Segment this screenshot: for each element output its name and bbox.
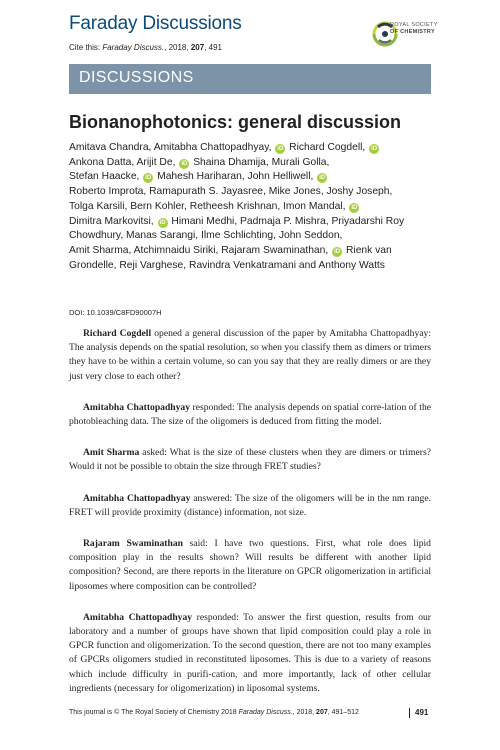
speaker-name: Rajaram Swaminathan: [83, 538, 183, 550]
discussion-paragraph: [69, 611, 431, 696]
author-names: Himani Medhi, Padmaja P. Mishra, Priyadarshi Roy: [168, 215, 405, 227]
author-line: [69, 170, 439, 185]
article-title: Bionanophotonics: general discussion: [69, 112, 402, 132]
author-line: [69, 156, 439, 171]
discussion-paragraph: [69, 327, 431, 384]
paragraph-text: Chattopadhyay: The analysis depends on the spatial resolution, so when you: [69, 328, 431, 354]
paragraph-text: responded: The analysis depends on spatial corre-: [190, 401, 385, 413]
paragraph-text: trimers? Would it not be possible to obtain the size through FRET studies?: [69, 447, 431, 473]
page-number: 491: [415, 708, 429, 717]
discussion-paragraph: [69, 492, 431, 520]
paragraph-text: lation of the photobleaching data. The size of the oligomers is deduced from: [69, 401, 431, 428]
author-names: Dimitra Markovitsi,: [69, 215, 157, 227]
author-names: Mahesh Hariharan, John Helliwell,: [154, 171, 317, 183]
paragraph-text: in artificial liposomes where composition can be controlled?: [69, 566, 431, 592]
author-names: Ankona Datta, Arijit De,: [69, 156, 179, 168]
paragraph-text: composition play in the results shown? Will results be different with another lipid: [69, 552, 431, 564]
author-line: [69, 215, 439, 230]
paragraph-text: liposomes. This is due to a variety of reasons which include difficulty in purifi-: [69, 654, 432, 680]
paragraph-text: there are not too many examples of GPCRs oligomers studied in reconstituted: [69, 640, 431, 666]
author-names: Amit Sharma, Atchimnaidu Siriki, Rajaram Swaminathan,: [69, 244, 332, 256]
paragraph-text: composition? Second, are there reports in the literature on GPCR oligomerization: [69, 566, 389, 578]
speaker-name: Amitabha Chattopadhyay: [83, 401, 191, 413]
orcid-icon[interactable]: iD: [159, 219, 166, 226]
speaker-name: Amitabha Chattopadhyay: [83, 492, 191, 504]
paragraph-text: you say that they are really dimers or are they just very close to each other?: [69, 356, 431, 382]
doi[interactable]: DOI: 10.1039/C8FD90007H: [69, 308, 162, 317]
author-names: Amitava Chandra, Amitabha Chattopadhyay,: [69, 142, 275, 153]
orcid-icon[interactable]: iD: [145, 175, 152, 182]
author-names: Stefan Haacke,: [69, 171, 143, 183]
author-line: [69, 185, 439, 200]
author-names: Grondelle, Reji Varghese, Ravindra Venkatramani and Anthony Watts: [69, 259, 385, 271]
author-line: [69, 141, 439, 156]
orcid-icon[interactable]: iD: [277, 146, 284, 152]
paragraph-text: fitting the model.: [315, 416, 382, 428]
paragraph-text: the nm range. FRET will provide proximity (distance) information, not size.: [69, 492, 431, 518]
orcid-icon[interactable]: iD: [181, 160, 188, 167]
author-names: Richard Cogdell,: [286, 142, 369, 153]
paragraph-text: opened a general discussion of the paper by Amitabha: [151, 328, 371, 339]
author-names: Rienk van: [343, 244, 392, 256]
paragraph-text: asked: What is the size of these clusters when they are dimers or: [139, 447, 400, 459]
orcid-icon[interactable]: iD: [371, 146, 378, 152]
footer-separator: [409, 708, 410, 718]
footer-citation: This journal is © The Royal Society of Chemistry 2018 Faraday Discuss., 2018, 207, 491–512: [69, 709, 359, 716]
author-names: Shaina Dhamija, Murali Golla,: [190, 156, 330, 168]
paragraph-text: from our laboratory and a number of groups have shown that lipid composition: [69, 611, 431, 638]
author-line: [69, 244, 439, 259]
paragraph-text: classify them as dimers or trimers they have to be within a certain volume, so can: [69, 342, 431, 368]
orcid-icon[interactable]: iD: [334, 248, 341, 255]
author-names: Roberto Improta, Ramapurath S. Jayasree, Mike Jones, Joshy Joseph,: [69, 186, 393, 198]
discussion-paragraph: [69, 446, 431, 474]
discussion-paragraph: [69, 401, 431, 429]
speaker-name: Amitabha Chattopadhyay: [83, 611, 193, 623]
author-line: [69, 229, 439, 244]
orcid-icon[interactable]: iD: [351, 204, 358, 211]
paragraph-text: responded: To answer the first question, results: [192, 611, 395, 623]
author-line: [69, 259, 439, 274]
paragraph-text: cation, and more importantly, lack of other cellular ingredients (necessary for: [69, 668, 431, 694]
paragraph-text: said: I have two questions. First, what role does lipid: [182, 538, 431, 550]
speaker-name: Amit Sharma: [83, 447, 140, 459]
orcid-icon[interactable]: iD: [319, 175, 326, 182]
author-names: Chowdhury, Manas Sarangi, Ilme Schlichting, John Seddon,: [69, 230, 343, 242]
paragraph-text: could play a role in GPCR function and oligomerization. To the second question,: [69, 626, 432, 652]
section-banner: [69, 64, 431, 94]
publisher-name: ROYAL SOCIETY OF CHEMISTRY: [390, 22, 438, 35]
author-list: [69, 141, 439, 273]
paragraph-text: oligomerization) in liposomal systems.: [170, 682, 320, 694]
paragraph-text: answered: The size of the oligomers will be in: [190, 492, 378, 504]
author-line: [69, 200, 439, 215]
journal-title: Faraday Discussions: [69, 13, 242, 34]
author-names: Tolga Karsili, Bern Kohler, Retheesh Krishnan, Imon Mandal,: [69, 200, 349, 212]
cite-line: Cite this: Faraday Discuss., 2018, 207, 491: [69, 43, 222, 52]
discussion-body: [69, 327, 431, 713]
discussion-paragraph: [69, 537, 431, 594]
speaker-name: Richard Cogdell: [83, 328, 152, 339]
section-label: DISCUSSIONS: [79, 69, 194, 86]
